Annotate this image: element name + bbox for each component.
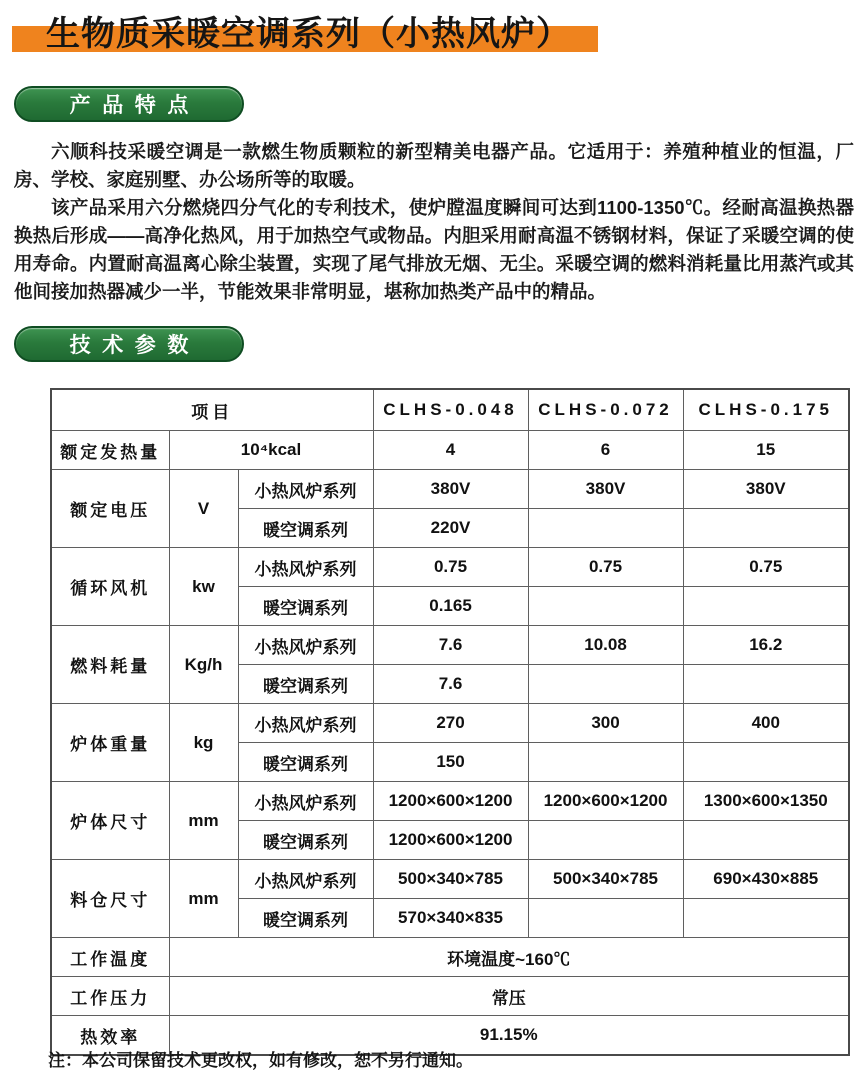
specs-cell: mm — [169, 782, 238, 860]
specs-cell: 220V — [373, 509, 528, 548]
footnote: 注：本公司保留技术更改权，如有修改，恕不另行通知。 — [48, 1051, 473, 1070]
specs-cell: 1200×600×1200 — [528, 782, 683, 821]
specs-cell: 1300×600×1350 — [683, 782, 849, 821]
specs-cell: 工作压力 — [51, 977, 169, 1016]
specs-cell — [528, 899, 683, 938]
specs-cell: 循环风机 — [51, 548, 169, 626]
specs-cell: 小热风炉系列 — [238, 860, 373, 899]
specs-cell: 570×340×835 — [373, 899, 528, 938]
specs-cell: 热效率 — [51, 1016, 169, 1056]
specs-cell: 270 — [373, 704, 528, 743]
specs-cell: Kg/h — [169, 626, 238, 704]
features-paragraph-2: 该产品采用六分燃烧四分气化的专利技术，使炉膛温度瞬间可达到1100-1350℃。经耐高温换热器换热后形成——高净化热风，用于加热空气或物品。内胆采用耐高温不锈钢材料，保证了采暖空调的使用寿命。内置耐高温离心除尘装置，实现了尾气排放无烟、无尘。采暖空调的燃料消耗量比用蒸汽或其他间接加热器减少一半，节能效果非常明显，堪称加热类产品中的精品。 — [14, 197, 854, 302]
specs-row — [51, 431, 849, 470]
specs-row — [51, 470, 849, 509]
specs-cell: 炉体重量 — [51, 704, 169, 782]
specs-cell: 4 — [373, 431, 528, 470]
specs-cell: 小热风炉系列 — [238, 548, 373, 587]
specs-cell: 15 — [683, 431, 849, 470]
specs-cell: 小热风炉系列 — [238, 626, 373, 665]
specs-cell — [683, 509, 849, 548]
specs-header-cell: CLHS-0.072 — [528, 389, 683, 431]
specs-cell — [528, 587, 683, 626]
specs-row — [51, 626, 849, 665]
specs-row — [51, 704, 849, 743]
specs-cell: 0.75 — [528, 548, 683, 587]
specs-cell: 690×430×885 — [683, 860, 849, 899]
specs-cell: 炉体尺寸 — [51, 782, 169, 860]
features-paragraph-1: 六顺科技采暖空调是一款燃生物质颗粒的新型精美电器产品。它适用于：养殖种植业的恒温，厂房、学校、家庭别墅、办公场所等的取暖。 — [14, 141, 854, 190]
specs-cell: 暖空调系列 — [238, 665, 373, 704]
specs-header-cell: CLHS-0.048 — [373, 389, 528, 431]
specs-cell: 小热风炉系列 — [238, 470, 373, 509]
specs-cell — [683, 587, 849, 626]
specs-cell — [683, 743, 849, 782]
section-banner-features — [14, 86, 244, 122]
specs-cell: 1200×600×1200 — [373, 821, 528, 860]
specs-cell: 燃料耗量 — [51, 626, 169, 704]
specs-cell: 暖空调系列 — [238, 587, 373, 626]
features-text — [14, 138, 854, 306]
specs-cell — [528, 821, 683, 860]
specs-cell: 工作温度 — [51, 938, 169, 977]
specs-cell: 380V — [528, 470, 683, 509]
specs-row — [51, 860, 849, 899]
specs-table-body — [51, 389, 849, 1055]
specs-cell: 暖空调系列 — [238, 509, 373, 548]
specs-cell: V — [169, 470, 238, 548]
specs-cell: 环境温度~160℃ — [169, 938, 849, 977]
specs-cell: 300 — [528, 704, 683, 743]
specs-cell: 0.75 — [373, 548, 528, 587]
specs-cell: 6 — [528, 431, 683, 470]
specs-row — [51, 782, 849, 821]
specs-row — [51, 548, 849, 587]
specs-header-cell: 项目 — [51, 389, 373, 431]
section-banner-features-label: 产品特点 — [69, 94, 200, 117]
specs-cell — [528, 509, 683, 548]
specs-cell: 额定发热量 — [51, 431, 169, 470]
specs-cell: 10⁴kcal — [169, 431, 373, 470]
specs-cell: 0.165 — [373, 587, 528, 626]
specs-cell: 500×340×785 — [528, 860, 683, 899]
specs-cell: 91.15% — [169, 1016, 849, 1056]
specs-cell: 小热风炉系列 — [238, 704, 373, 743]
specs-cell: 暖空调系列 — [238, 821, 373, 860]
specs-cell: mm — [169, 860, 238, 938]
specs-cell: 7.6 — [373, 665, 528, 704]
specs-cell: 额定电压 — [51, 470, 169, 548]
specs-row — [51, 977, 849, 1016]
specs-cell — [683, 899, 849, 938]
specs-cell: kg — [169, 704, 238, 782]
specs-cell: 1200×600×1200 — [373, 782, 528, 821]
specs-cell — [683, 821, 849, 860]
section-banner-specs-label: 技术参数 — [69, 334, 200, 357]
page-title: 生物质采暖空调系列（小热风炉） — [46, 15, 571, 53]
specs-header-row — [51, 389, 849, 431]
specs-cell: kw — [169, 548, 238, 626]
specs-cell: 小热风炉系列 — [238, 782, 373, 821]
specs-cell: 7.6 — [373, 626, 528, 665]
specs-cell — [528, 665, 683, 704]
specs-cell: 400 — [683, 704, 849, 743]
specs-cell — [528, 743, 683, 782]
specs-cell: 500×340×785 — [373, 860, 528, 899]
specs-cell: 料仓尺寸 — [51, 860, 169, 938]
section-banner-specs — [14, 326, 244, 362]
specs-row — [51, 938, 849, 977]
specs-cell: 常压 — [169, 977, 849, 1016]
specs-cell: 10.08 — [528, 626, 683, 665]
specs-header-cell: CLHS-0.175 — [683, 389, 849, 431]
specs-cell: 380V — [373, 470, 528, 509]
specs-table — [50, 388, 850, 1056]
specs-cell: 暖空调系列 — [238, 743, 373, 782]
specs-cell: 0.75 — [683, 548, 849, 587]
specs-cell: 380V — [683, 470, 849, 509]
specs-cell: 暖空调系列 — [238, 899, 373, 938]
specs-cell: 150 — [373, 743, 528, 782]
specs-cell — [683, 665, 849, 704]
specs-cell: 16.2 — [683, 626, 849, 665]
